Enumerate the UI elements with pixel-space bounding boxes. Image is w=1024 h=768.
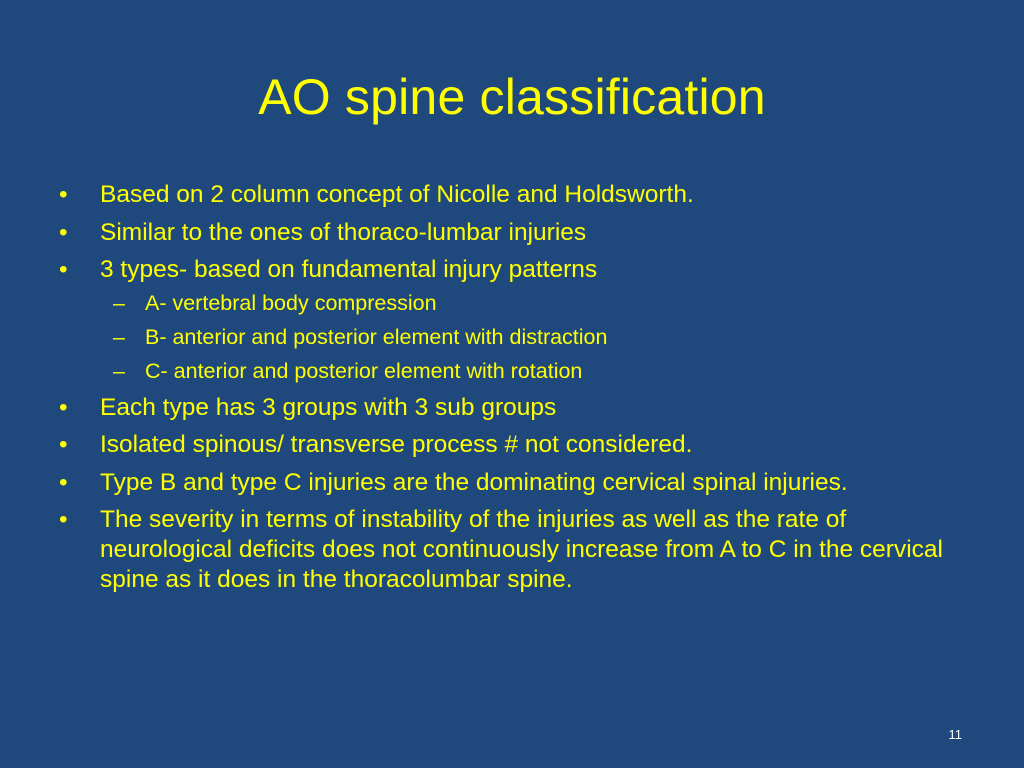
bullet-dot-icon: • — [59, 181, 68, 208]
sub-bullet-text: B- anterior and posterior element with distraction — [145, 325, 608, 349]
bullet-item — [56, 468, 976, 498]
page-number: 11 — [948, 727, 962, 742]
bullet-item — [56, 430, 976, 460]
bullet-text: Based on 2 column concept of Nicolle and Holdsworth. — [100, 181, 694, 208]
sub-bullet-item — [56, 357, 976, 385]
sub-bullet-list — [100, 289, 976, 385]
dash-icon: – — [113, 291, 125, 315]
bullet-dot-icon: • — [59, 468, 68, 496]
sub-bullet-text: C- anterior and posterior element with rotation — [145, 359, 583, 383]
bullet-text: Type B and type C injuries are the dominating cervical spinal injuries. — [100, 468, 848, 496]
bullet-dot-icon: • — [59, 431, 68, 458]
bullet-item — [56, 255, 976, 385]
sub-bullet-item — [56, 323, 976, 351]
bullet-dot-icon: • — [59, 506, 68, 533]
bullet-item — [56, 393, 976, 423]
bullet-item — [56, 218, 976, 248]
bullet-list — [56, 180, 976, 603]
sub-bullet-text: A- vertebral body compression — [145, 291, 437, 315]
bullet-item — [56, 505, 976, 595]
bullet-text: Isolated spinous/ transverse process # not considered. — [100, 431, 693, 458]
bullet-text: 3 types- based on fundamental injury patterns — [100, 256, 598, 283]
dash-icon: – — [113, 359, 125, 383]
sub-bullet-item — [56, 289, 976, 317]
bullet-text: The severity in terms of instability of the injuries as well as the rate of neurological deficits does not continuously increase from A to C in the cervical spine as it does in the thoracolumbar spine. — [100, 506, 943, 593]
dash-icon: – — [113, 325, 125, 349]
bullet-item — [56, 180, 976, 210]
bullet-dot-icon: • — [59, 256, 68, 283]
slide-title: AO spine classification — [258, 69, 766, 125]
bullet-text: Each type has 3 groups with 3 sub groups — [100, 393, 557, 421]
bullet-dot-icon: • — [59, 218, 68, 246]
bullet-text: Similar to the ones of thoraco-lumbar injuries — [100, 218, 587, 246]
bullet-dot-icon: • — [59, 393, 68, 421]
